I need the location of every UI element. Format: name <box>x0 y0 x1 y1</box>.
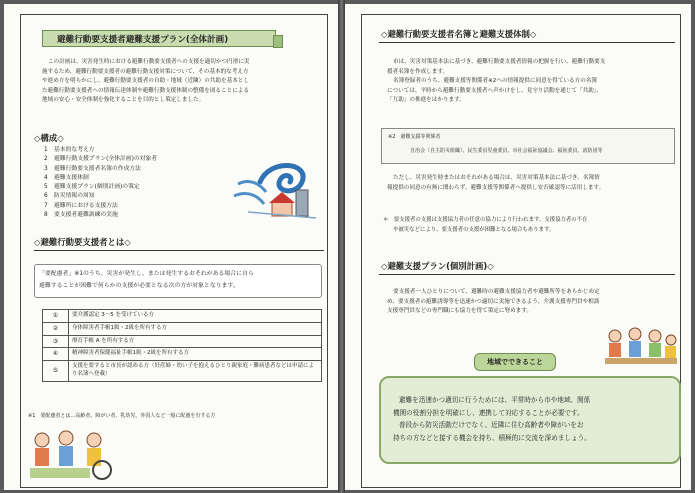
criteria-text: 要介護認定 3～5 を受けている方 <box>69 310 322 323</box>
toc-list <box>44 146 157 220</box>
toc-item: 2 避難行動支援プラン(全体計画)の対象者 <box>44 156 158 163</box>
roster-heading: ◇避難行動要支援者名簿と避難支援体制◇ <box>381 29 537 39</box>
intro-line: 地域の安心・安全体制を強化することを目的とし策定しました。 <box>42 97 205 103</box>
criteria-text: 身体障害者手帳1級・2級を所有する方 <box>69 322 322 335</box>
criteria-number: ⑤ <box>43 361 69 382</box>
typhoon-illustration <box>230 152 322 226</box>
who-heading: ◇避難行動要支援者とは◇ <box>34 237 131 247</box>
table-row <box>43 348 322 361</box>
plan-heading: ◇避難支援プラン(個別計画)◇ <box>381 261 494 271</box>
toc-item: 6 防災情報の周知 <box>44 193 95 200</box>
table-row <box>43 322 322 335</box>
star-note-line: や被災などにより、要支援者の支援が困難となる場合もあります。 <box>393 226 555 233</box>
note2-box <box>381 128 675 164</box>
roster-line: 市は、災害対策基本法に基づき、避難行動要支援者情報の把握を行い、避難行動要支 <box>393 59 606 65</box>
community-illustration <box>601 326 681 370</box>
criteria-table <box>42 309 322 382</box>
criteria-number: ② <box>43 322 69 335</box>
plan-heading-rule <box>379 274 675 275</box>
intro-line: た避難行動要支援者への情報伝達体制や避難行動支援体制の整備を図ることによる <box>42 87 249 94</box>
roster-line: 「互助」の推進をはかります。 <box>387 97 465 103</box>
community-line: 避難を迅速かつ適切に行うためには、平常時から市や地域、関係 <box>399 396 591 404</box>
footnote: ※1 要配慮者とは…高齢者、障がい者、乳幼児、外国人など一般に配慮を有する方 <box>28 413 216 419</box>
toc-item: 1 基本的な考え方 <box>44 147 95 153</box>
toc-item: 4 避難支援体制 <box>44 174 89 181</box>
community-box <box>379 376 681 464</box>
roster-heading-rule <box>379 42 675 43</box>
table-row <box>43 310 322 323</box>
criteria-number: ① <box>43 310 69 323</box>
criteria-text: 支援を要すると市長が認める方（妊産婦・幼い子を抱えるひとり親家庭・難病患者などは申請により名簿へ登載） <box>69 361 322 382</box>
emergency-paragraph <box>387 174 604 193</box>
plan-line: 支援専門員などの専門職にも協力を得て策定に努めます。 <box>387 308 532 314</box>
roster-line: 援者名簿を作成します。 <box>387 68 449 75</box>
criteria-text: 精神障害者保健福祉手帳1級・2級を所有する方 <box>69 348 322 361</box>
table-row <box>43 335 322 348</box>
roster-line: 名簿登録者のうち、避難支援等関係者※2への情報提供に同意を得ている方の名簿 <box>393 78 598 84</box>
community-line: 持ちの方などと接する機会を持ち、積極的に交流を深めましょう。 <box>393 433 591 442</box>
criteria-number: ④ <box>43 348 69 361</box>
community-tab: 地域でできること <box>474 353 556 371</box>
banner-fold <box>273 35 283 48</box>
community-line: 機関の役割分担を明確にし、連携して対応することが必要です。 <box>393 408 584 417</box>
helpers-illustration <box>26 426 122 486</box>
intro-line: 施するため、避難行動要支援者の避難行動支援対策について、その基本的な考え方 <box>42 68 249 75</box>
definition-line: 避難することが困難で何らかの支援が必要となる次の方が対象となります。 <box>39 283 239 289</box>
toc-heading: ◇構成◇ <box>34 133 64 143</box>
definition-text <box>39 268 254 292</box>
who-heading-rule <box>34 250 324 251</box>
star-note <box>383 216 587 235</box>
intro-line: や進め方を明らかにし、避難行動要支援者の自助・地域（近隣）の共助を基本とし <box>42 78 249 84</box>
plan-line: 要支援者一人ひとりについて、避難時の避難支援協力者や避難所等をあらかじめ定 <box>393 289 600 295</box>
roster-paragraph <box>387 58 605 106</box>
toc-item: 3 避難行動要支援者名簿の作成方法 <box>44 165 141 172</box>
definition-line: 「要配慮者」※1のうち、災害が発生し、または発生するおそれがある場合に自ら <box>39 271 254 277</box>
criteria-text: 療育手帳 A を所有する方 <box>69 335 322 348</box>
plan-paragraph <box>387 288 600 317</box>
right-page <box>345 4 691 490</box>
emergency-line: ただし、災害発生時またはおそれがある場合は、災害対策基本法に基づき、名簿情 <box>393 175 600 181</box>
toc-item: 8 要支援者避難訓練の実施 <box>44 212 118 219</box>
roster-line: については、平時から避難行動要支援者へ声かけをし、見守り活動を通じて「共助」、 <box>387 87 603 94</box>
left-page <box>4 4 338 490</box>
toc-item: 7 避難所における支援方法 <box>44 202 118 209</box>
note2-text: 自治会（自主防災組織）、民生委員児童委員、市社会福祉協議会、福祉委員、消防団等 <box>410 148 603 154</box>
intro-paragraph <box>42 58 249 106</box>
plan-title: 避難行動要支援者避難支援プラン(全体計画) <box>57 35 229 45</box>
definition-box <box>34 264 322 298</box>
toc-item: 5 避難支援プラン(個別計画)の策定 <box>44 184 140 191</box>
star-note-line: ＊ 要支援者の支援は支援協力者の任意の協力により行われます。支援協力者の不在 <box>383 217 588 223</box>
community-line: 普段から防災活動だけでなく、近隣に住む高齢者や障がいをお <box>399 421 584 429</box>
page-gutter <box>338 0 345 493</box>
plan-line: め、要支援者の避難誘導等を迅速かつ適切に実施できるよう、介護支援専門員や相談 <box>387 298 600 305</box>
intro-line: この計画は、災害発生時における避難行動要支援者への支援を適切かつ円滑に実 <box>48 59 250 65</box>
community-text <box>393 394 591 444</box>
emergency-line: 報提供の同意の有無に関わらず、避難支援等関係者へ提供し安否確認等に活用します。 <box>387 184 605 191</box>
criteria-number: ③ <box>43 335 69 348</box>
plan-title-banner <box>42 30 276 47</box>
note2-label: ※2 避難支援等関係者 <box>388 134 441 140</box>
table-row <box>43 361 322 382</box>
